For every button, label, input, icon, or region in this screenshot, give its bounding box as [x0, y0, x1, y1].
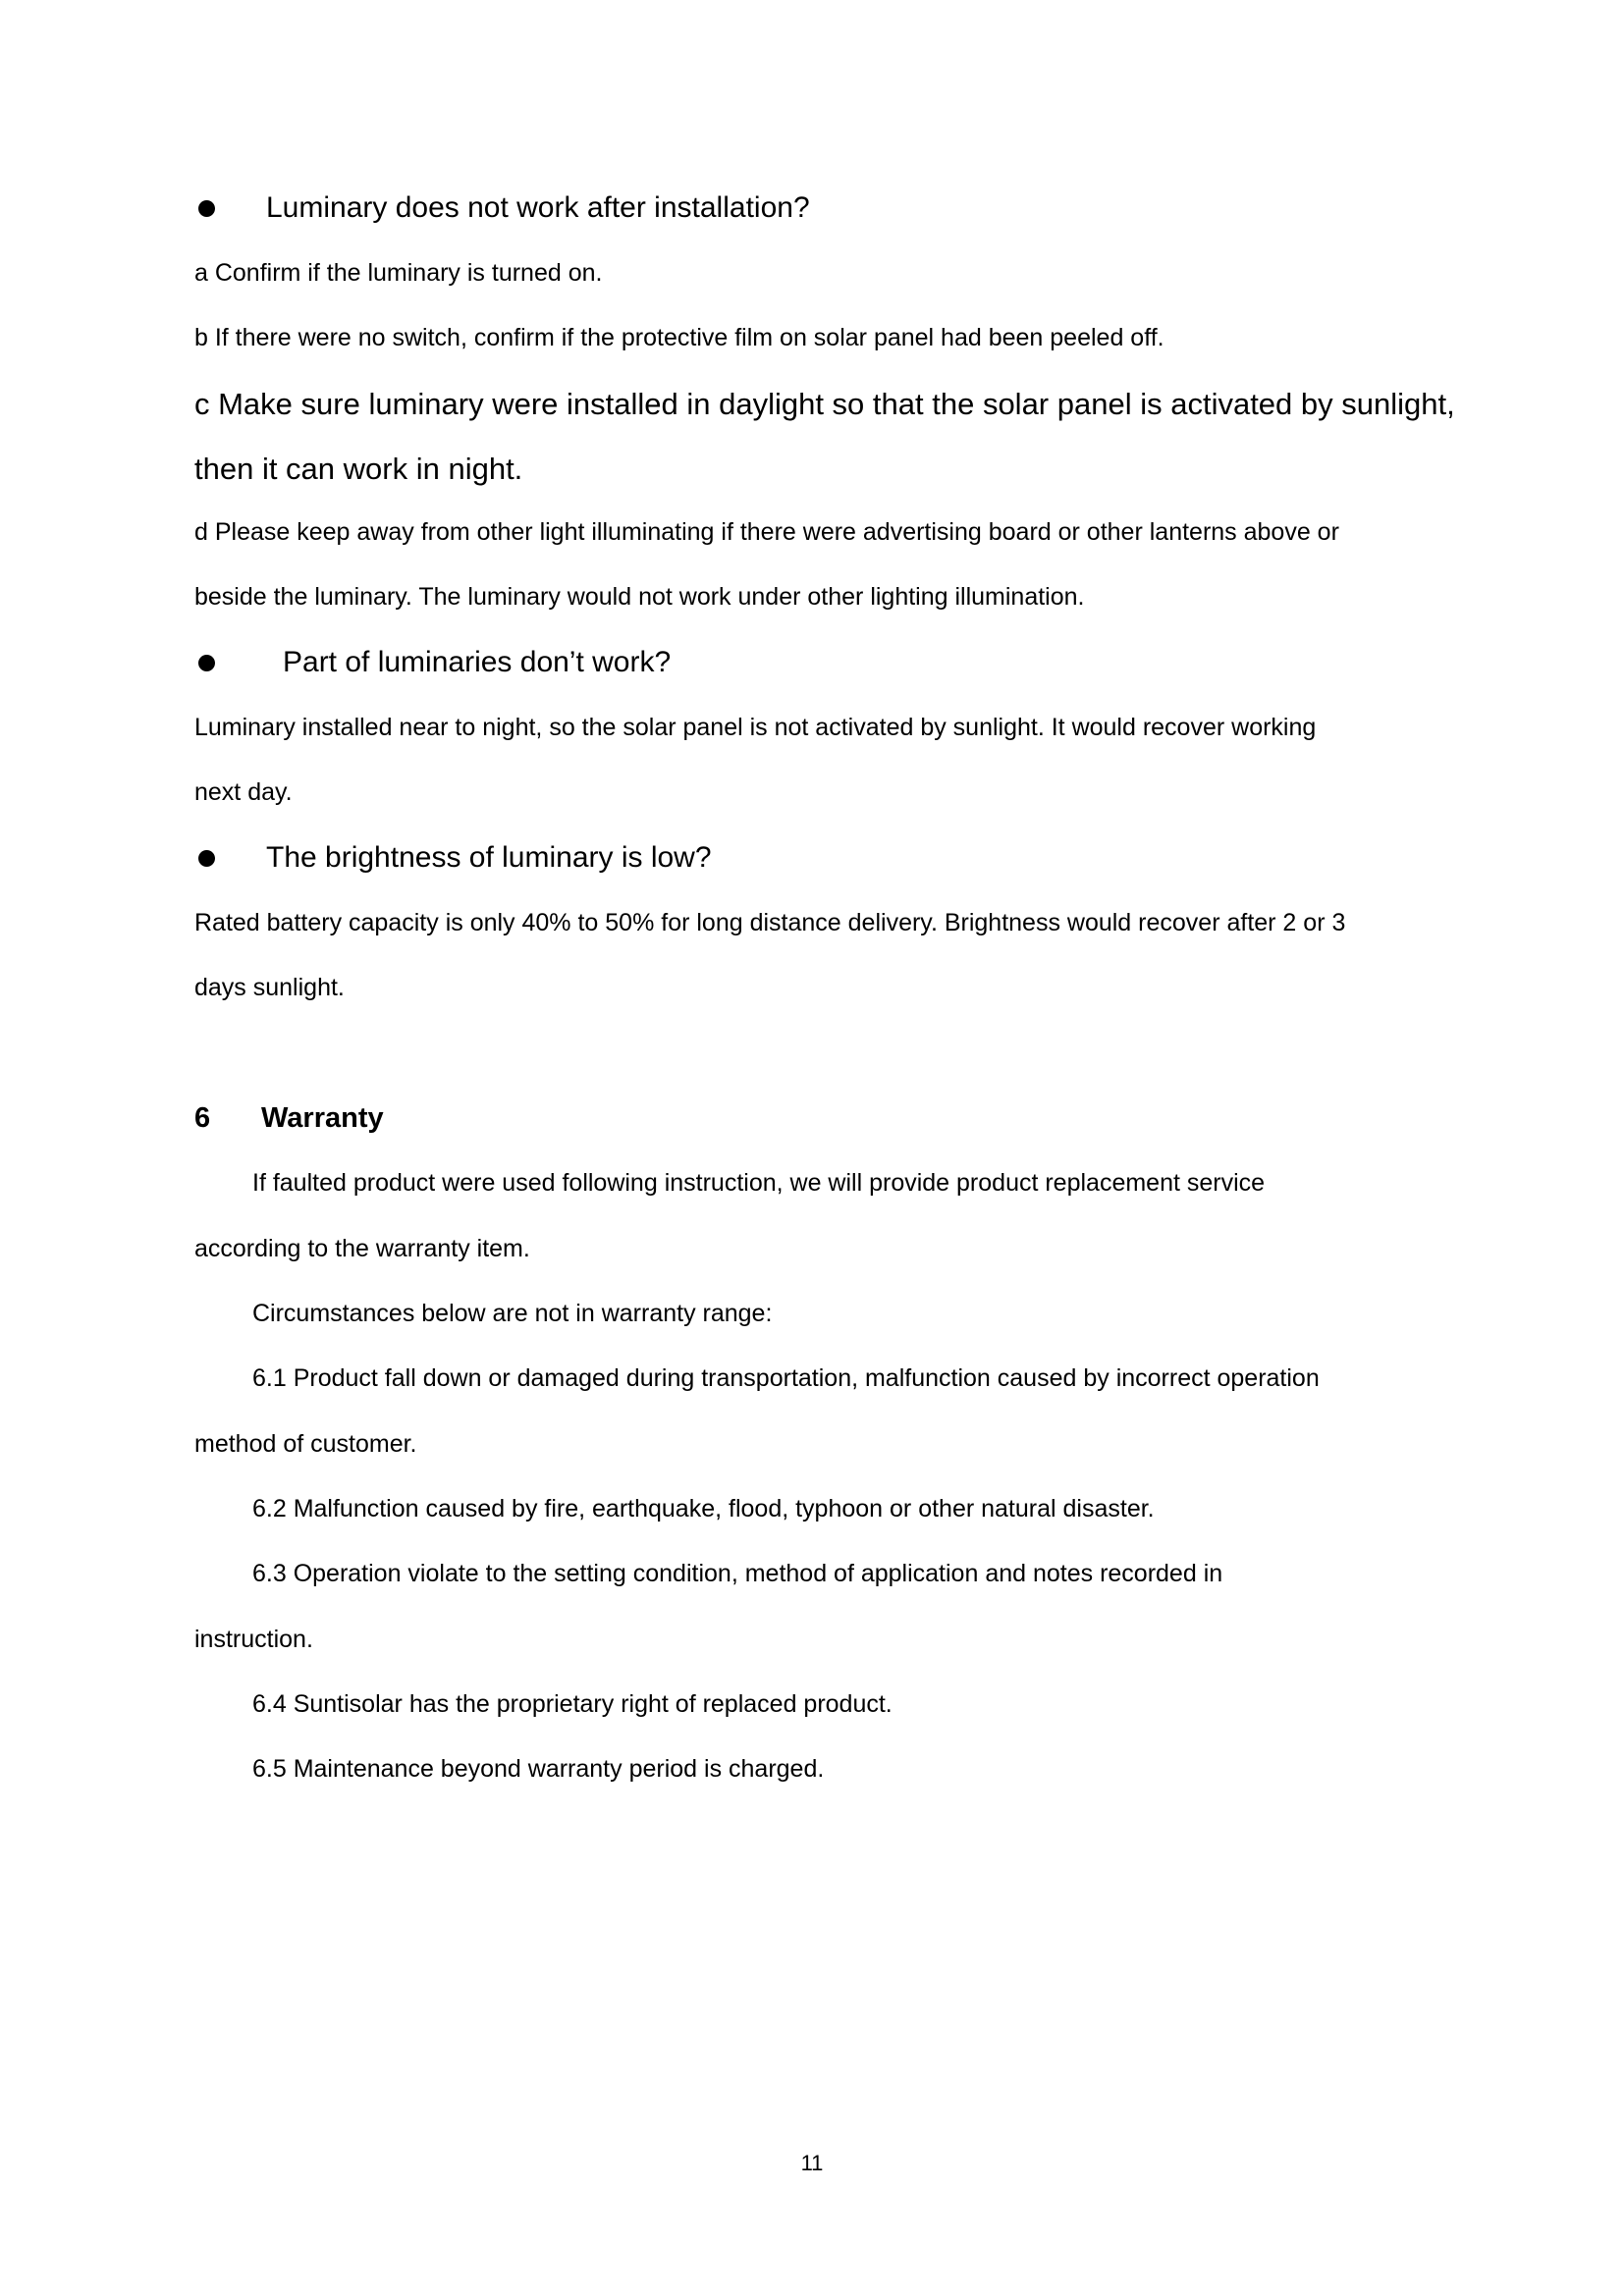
warranty-line: 6.3 Operation violate to the setting condition, method of application and notes recorded in — [252, 1560, 1223, 1587]
warranty-line: 6.4 Suntisolar has the proprietary right of replaced product. — [252, 1690, 893, 1718]
faq-answer-line: beside the luminary. The luminary would not work under other lighting illumination. — [194, 583, 1085, 611]
warranty-line: 6.5 Maintenance beyond warranty period is charged. — [252, 1755, 825, 1783]
faq-answer-line: a Confirm if the luminary is turned on. — [194, 259, 603, 287]
bullet-icon — [198, 850, 215, 867]
faq-question: Luminary does not work after installation? — [266, 191, 810, 224]
warranty-line: method of customer. — [194, 1430, 417, 1458]
faq-answer-line: b If there were no switch, confirm if the protective film on solar panel had been peeled off. — [194, 324, 1164, 351]
faq-answer-line: then it can work in night. — [194, 452, 523, 486]
faq-question: The brightness of luminary is low? — [266, 841, 712, 874]
warranty-line: 6.1 Product fall down or damaged during transportation, malfunction caused by incorrect operation — [252, 1364, 1320, 1392]
faq-answer-line: Rated battery capacity is only 40% to 50% for long distance delivery. Brightness would recover after 2 or 3 — [194, 909, 1346, 936]
faq-answer-line: d Please keep away from other light illuminating if there were advertising board or other lanterns above or — [194, 518, 1339, 546]
faq-question: Part of luminaries don’t work? — [283, 646, 672, 678]
warranty-line: If faulted product were used following instruction, we will provide product replacement service — [252, 1169, 1266, 1197]
section-title: Warranty — [261, 1102, 384, 1134]
page-number: 11 — [800, 2151, 824, 2175]
warranty-line: Circumstances below are not in warranty range: — [252, 1300, 773, 1327]
warranty-line: 6.2 Malfunction caused by fire, earthquake, flood, typhoon or other natural disaster. — [252, 1495, 1155, 1522]
faq-answer-line: days sunlight. — [194, 974, 345, 1001]
faq-answer-line: Luminary installed near to night, so the solar panel is not activated by sunlight. It would recover working — [194, 714, 1317, 741]
faq-answer-line: c Make sure luminary were installed in daylight so that the solar panel is activated by sunlight, — [194, 387, 1455, 421]
warranty-line: according to the warranty item. — [194, 1235, 530, 1262]
bullet-icon — [198, 200, 215, 217]
faq-answer-line: next day. — [194, 778, 293, 806]
warranty-line: instruction. — [194, 1626, 313, 1653]
bullet-icon — [198, 655, 215, 671]
section-number: 6 — [194, 1102, 211, 1134]
